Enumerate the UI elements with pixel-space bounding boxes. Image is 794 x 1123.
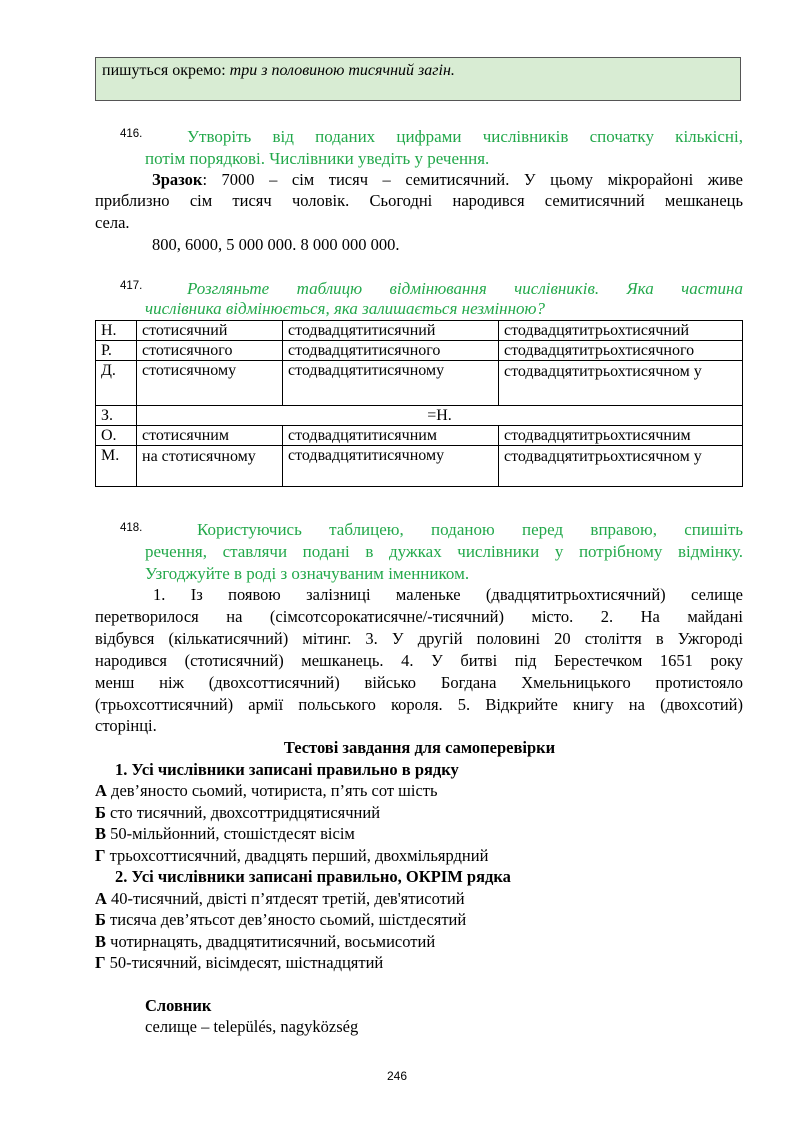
- table-cell: стодвадцятитисячним: [283, 426, 499, 446]
- option-letter: Б: [95, 803, 106, 822]
- answer-option: [95, 823, 355, 844]
- sample-text: : 7000 – сім тисяч – семитисячний. У цьому мікрорайоні живе: [202, 170, 743, 189]
- answer-option: [95, 780, 438, 801]
- option-letter: А: [95, 781, 107, 800]
- table-cell: стодвадцятитрьохтисячном у: [499, 361, 743, 406]
- table-cell: стодвадцятитисячного: [283, 341, 499, 361]
- table-cell: стодвадцятитрьохтисячний: [499, 321, 743, 341]
- glossary-entry: селище – település, nagyközség: [145, 1017, 359, 1036]
- question-2: 2. Усі числівники записані правильно, ОКРІМ рядка: [115, 867, 511, 886]
- text-line: менш ніж (двохсоттисячний) військо Богдана Хмельницького протистояло: [95, 673, 743, 692]
- case-cell: Д.: [96, 361, 137, 406]
- table-cell: стотисячному: [137, 361, 283, 406]
- note-prefix: пишуться окремо:: [102, 62, 226, 79]
- option-text: 50-тисячний, вісімдесят, шістнадцятий: [109, 953, 384, 972]
- table-cell: стодвадцятитрьохтисячним: [499, 426, 743, 446]
- text-line: (трьохсоттисячний) армії польського короля. 5. Відкрийте книгу на (двохсотий): [95, 695, 743, 714]
- option-letter: А: [95, 889, 107, 908]
- answer-option: [95, 888, 465, 909]
- exercise-417-heading: [95, 278, 743, 300]
- answer-option: [95, 931, 435, 952]
- option-letter: Г: [95, 953, 106, 972]
- table-cell: стотисячним: [137, 426, 283, 446]
- option-text: чотирнацять, двадцятитисячний, восьмисотий: [110, 932, 436, 951]
- text-line: відбувся (кількатисячний) мітинг. 3. У другій половині 20 століття в Ужгороді: [95, 629, 743, 648]
- option-text: тисяча дев’ятьсот дев’яносто сьомий, шістдесятий: [110, 910, 467, 929]
- table-cell: стодвадцятитисячний: [283, 321, 499, 341]
- table-cell: стотисячний: [137, 321, 283, 341]
- table-row: [96, 446, 743, 487]
- numbers-line: 800, 6000, 5 000 000. 8 000 000 000.: [152, 235, 400, 254]
- exercise-instruction-cont: потім порядкові. Числівники уведіть у речення.: [145, 149, 490, 168]
- case-cell: М.: [96, 446, 137, 487]
- exercise-instruction-cont: числівника відмінюється, яка залишається незмінною?: [145, 299, 546, 318]
- table-row: [96, 321, 743, 341]
- text-line: народився (стотисячний) мешканець. 4. У битві під Берестечком 1651 року: [95, 651, 743, 670]
- declension-table: [95, 320, 743, 487]
- note-example: три з половиною тисячний загін.: [229, 62, 455, 79]
- answer-option: [95, 909, 466, 930]
- answer-option: [95, 845, 488, 866]
- note-box: [95, 57, 741, 101]
- exercise-418-heading: [95, 519, 743, 541]
- exercise-instruction-cont: Узгоджуйте в роді з означуваним іменником.: [145, 564, 470, 583]
- table-cell: стотисячного: [137, 341, 283, 361]
- table-cell: стодвадцятитрьохтисячном у: [499, 446, 743, 487]
- exercise-number: 416.: [120, 128, 143, 140]
- table-cell: на стотисячному: [137, 446, 283, 487]
- option-letter: В: [95, 824, 107, 843]
- table-row: [96, 361, 743, 406]
- option-letter: В: [95, 932, 107, 951]
- glossary-title: Словник: [145, 996, 212, 1015]
- text-line: сторінці.: [95, 716, 157, 735]
- table-row: [96, 341, 743, 361]
- question-1: 1. Усі числівники записані правильно в рядку: [115, 760, 459, 779]
- merged-cell: =Н.: [137, 406, 743, 426]
- answer-option: [95, 802, 380, 823]
- option-letter: Б: [95, 910, 106, 929]
- answer-option: [95, 952, 383, 973]
- case-cell: З.: [96, 406, 137, 426]
- option-text: трьохсоттисячний, двадцять перший, двохмільярдний: [109, 846, 489, 865]
- option-text: сто тисячний, двохсоттридцятисячний: [110, 803, 381, 822]
- exercise-number: 418.: [120, 522, 143, 534]
- sample-label: Зразок: [152, 170, 203, 189]
- page-number: 246: [386, 1069, 408, 1083]
- case-cell: Н.: [96, 321, 137, 341]
- table-row: [96, 426, 743, 446]
- option-text: дев’яносто сьомий, чотириста, п’ять сот шість: [111, 781, 438, 800]
- table-cell: стодвадцятитрьохтисячного: [499, 341, 743, 361]
- table-cell: стодвадцятитисячному: [283, 361, 499, 406]
- sample-line-2: приблизно сім тисяч чоловік. Сьогодні народився семитисячний мешканець: [95, 191, 743, 210]
- exercise-instruction: Розгляньте таблицю відмінювання числівників. Яка частина: [187, 279, 743, 298]
- exercise-instruction-cont: речення, ставлячи подані в дужках числівники у потрібному відмінку.: [145, 542, 743, 561]
- option-text: 50-мільйонний, стошістдесят вісім: [110, 824, 355, 843]
- option-text: 40-тисячний, двісті п’ятдесят третій, дев'ятисотий: [111, 889, 465, 908]
- table-cell: стодвадцятитисячному: [283, 446, 499, 487]
- exercise-instruction: Користуючись таблицею, поданою перед вправою, спишіть: [197, 520, 743, 539]
- table-row: [96, 406, 743, 426]
- option-letter: Г: [95, 846, 106, 865]
- sample-line-3: села.: [95, 213, 130, 232]
- case-cell: О.: [96, 426, 137, 446]
- exercise-instruction: Утворіть від поданих цифрами числівників спочатку кількісні,: [187, 127, 743, 146]
- tests-title: Тестові завдання для самоперевірки: [283, 738, 556, 757]
- text-line: перетворилося на (сімсотсорокатисячне/-тисячний) місто. 2. На майдані: [95, 607, 743, 626]
- text-line: 1. Із появою залізниці маленьке (двадцятитрьохтисячний) селище: [153, 585, 743, 604]
- exercise-number: 417.: [120, 280, 143, 292]
- case-cell: Р.: [96, 341, 137, 361]
- exercise-416-heading: [95, 126, 743, 148]
